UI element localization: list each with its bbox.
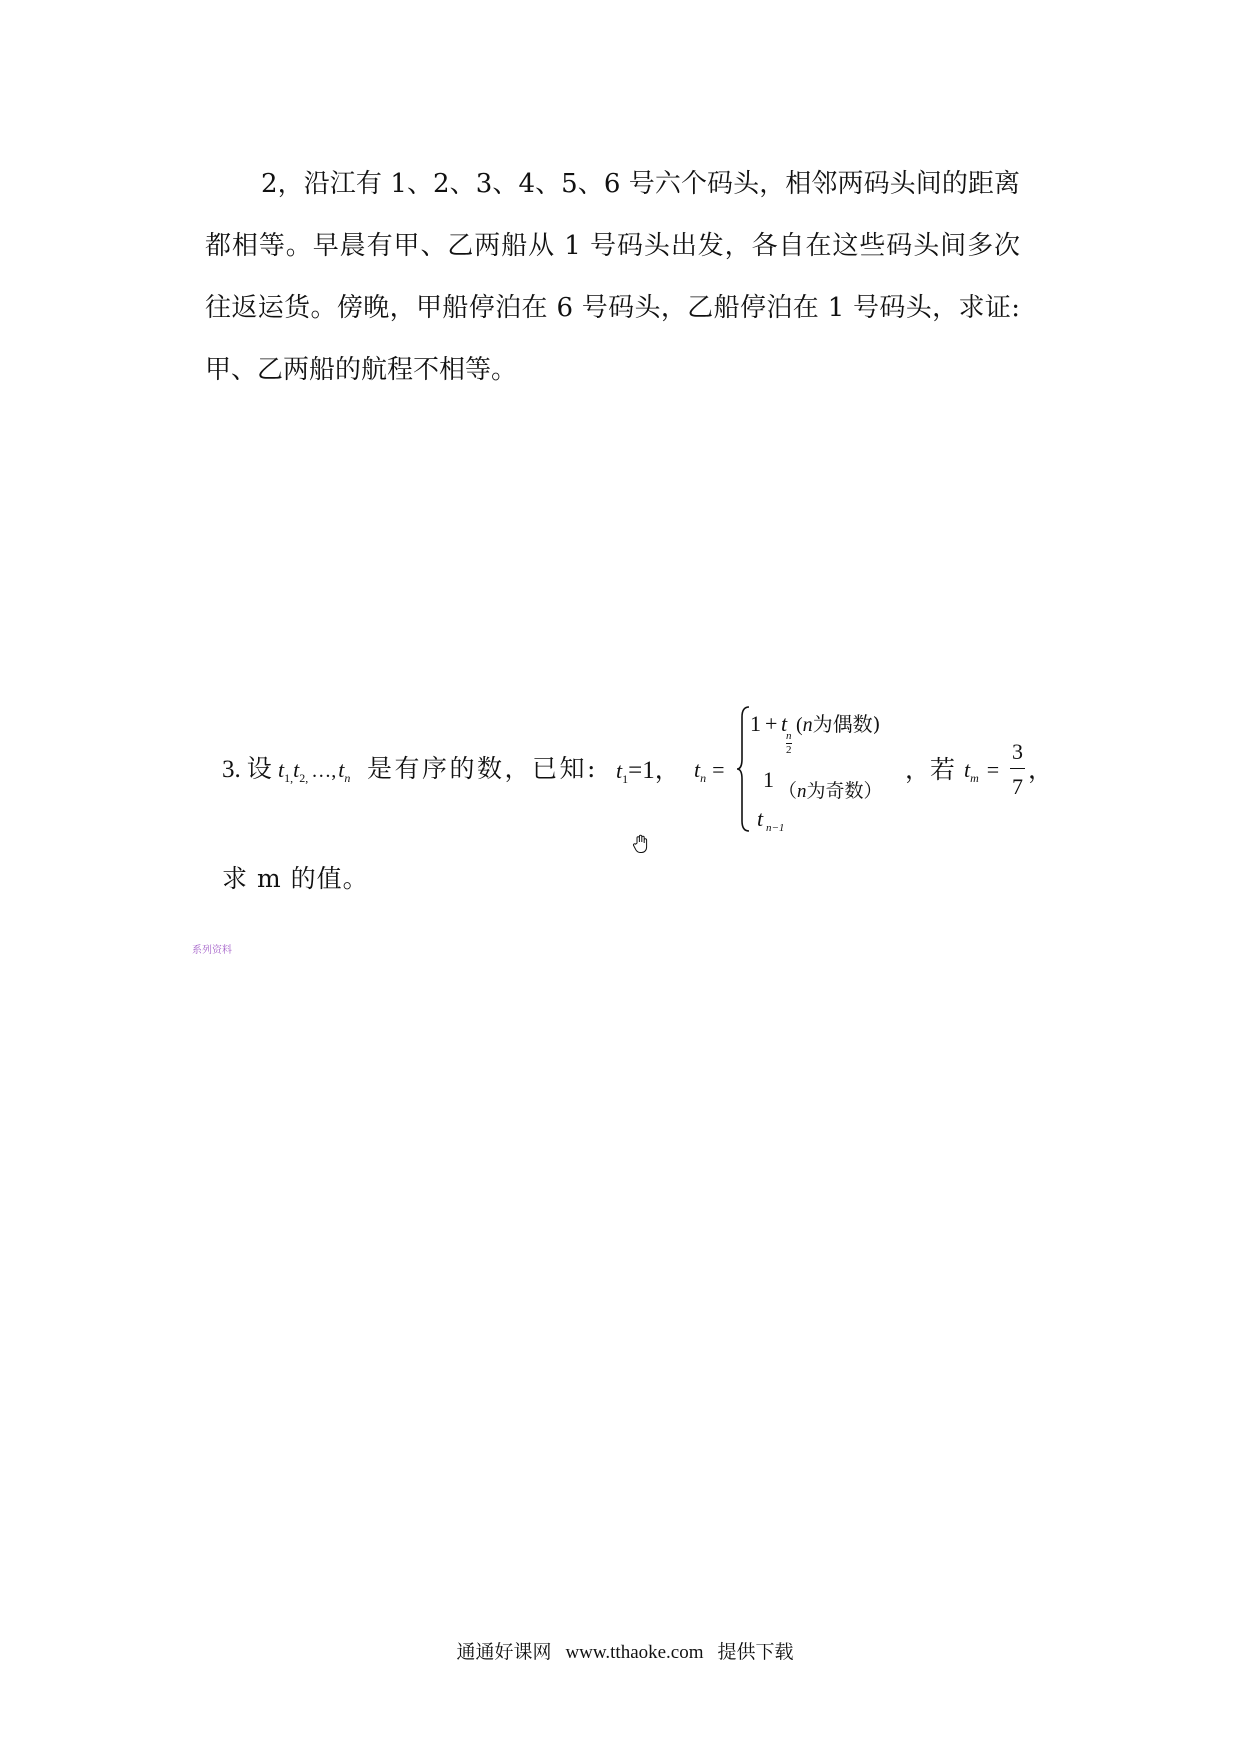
odd-case-n: n: [797, 781, 807, 802]
even-case-one: 1: [750, 711, 761, 736]
problem-2-line-4: 甲、乙两船的航程不相等。: [205, 355, 518, 385]
given-text: 是有序的数，已知:: [367, 754, 598, 783]
tm-numerator: 3: [1012, 739, 1023, 764]
even-case-sub-numerator: n: [786, 730, 792, 742]
seq-var: t: [293, 757, 300, 782]
problem-2-line-1: 2，沿江有 1、2、3、4、5、6 号六个码头，相邻两码头间的距离: [261, 169, 1020, 199]
problem-2-line-3: 往返运货。傍晚，甲船停泊在 6 号码头，乙船停泊在 1 号码头，求证:: [205, 293, 1020, 323]
seq-sub-1: 1,: [284, 771, 294, 785]
watermark-text: 系列资料: [192, 945, 232, 956]
odd-case-condition: [778, 782, 883, 801]
problem-3-lead: [222, 756, 272, 782]
odd-case-sub: n−1: [766, 822, 785, 834]
problem-3-question: 求 m 的值。: [222, 864, 369, 893]
odd-case-open-paren: （: [778, 780, 798, 802]
hand-cursor-icon: [632, 834, 650, 854]
even-case-n: n: [802, 714, 813, 736]
even-case-subscript-fraction: [786, 731, 792, 756]
tm-comma: ，: [1028, 755, 1054, 784]
even-case-open-paren: (: [796, 714, 803, 736]
seq-ellipsis: …,: [311, 760, 337, 782]
tm-var: t: [964, 757, 971, 782]
t1-equation: [616, 757, 680, 785]
tn-lhs: [694, 759, 725, 784]
tn-var: t: [694, 757, 701, 782]
footer-url: www.tthaoke.com: [565, 1642, 704, 1663]
tm-lhs: [964, 759, 999, 784]
footer: [0, 1640, 1240, 1665]
footer-site-name: 通通好课网: [456, 1641, 552, 1663]
tn-sub: n: [700, 771, 707, 785]
t1-var: t: [616, 758, 623, 783]
odd-case-numerator: 1: [763, 767, 774, 792]
tm-equals: =: [986, 757, 1000, 782]
tm-sub: m: [970, 771, 979, 785]
odd-case-var: t: [757, 806, 764, 831]
if-text: ，若: [905, 755, 956, 784]
footer-action: 提供下载: [717, 1641, 794, 1663]
t1-rest: =1，: [628, 757, 680, 784]
even-case-sub-denominator: 2: [786, 744, 792, 756]
seq-sub-2: 2,: [299, 771, 309, 785]
even-case-cond-text: 为偶数): [812, 712, 881, 736]
even-case-condition: [796, 714, 880, 735]
problem-2-line-2: 都相等。早晨有甲、乙两船从 1 号码头出发，各自在这些码头间多次: [205, 231, 1020, 261]
tm-denominator: 7: [1010, 768, 1025, 798]
sequence-expression: [278, 759, 350, 784]
tm-fraction: [1010, 741, 1025, 798]
even-case-plus: +: [765, 711, 778, 736]
odd-case-cond-text: 为奇数）: [806, 780, 883, 802]
seq-var: t: [338, 757, 345, 782]
tn-equals: =: [712, 757, 725, 782]
t1-sub: 1: [622, 772, 629, 786]
even-case-var: t: [781, 711, 788, 736]
seq-var: t: [278, 757, 285, 782]
problem-intro: 设: [246, 754, 272, 783]
problem-number: 3.: [222, 756, 241, 783]
left-brace: [736, 706, 750, 832]
problem-2: [205, 153, 1020, 401]
seq-sub-n: n: [344, 771, 351, 785]
